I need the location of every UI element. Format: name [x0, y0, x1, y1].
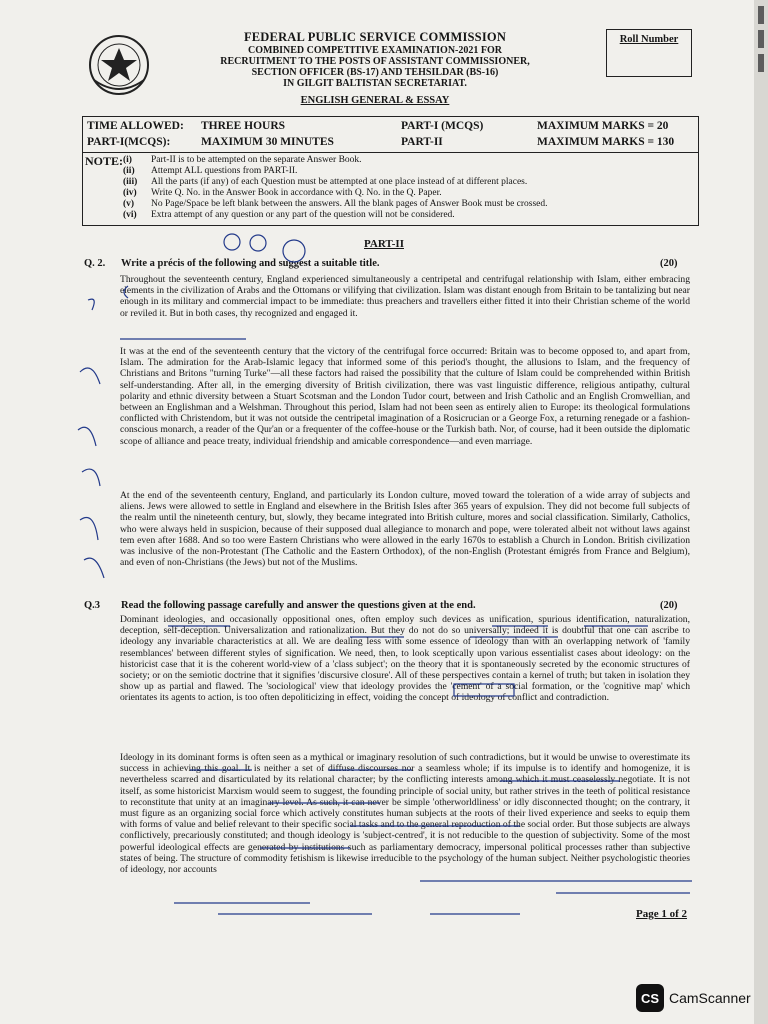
note-label: NOTE: — [85, 154, 124, 168]
header-line-1: COMBINED COMPETITIVE EXAMINATION-2021 FOR — [248, 45, 502, 56]
header-line-3: SECTION OFFICER (BS-17) AND TEHSILDAR (BS-16) — [251, 67, 499, 78]
q2-number: Q. 2. — [84, 258, 106, 269]
q2-marks: (20) — [660, 258, 678, 269]
q3-number: Q.3 — [84, 600, 101, 611]
fpsc-emblem-icon — [88, 34, 150, 96]
q3-paragraph-1: Dominant ideologies, and occasionally oppositional ones, often employ such devices as unification, spurious identification, naturalization, deception, self-deception. Universalization and rationalization. But they do not do so universally; indeed it is doubtful that one can ascribe to ideology any invariable characteristics at all. We are dealing less with some essence of ideology than with an overlapping network of 'family resemblances' between different styles of signification. We need, then, to look sceptically upon various essentialist cases about ideology: on the historicist case that it is the coherent world-view of a 'class subject'; on the theory that it is spontaneously secreted by the economic structures of society; or on the semiotic doctrine that it signifies 'discursive closure'. All of these perspectives contain a kernel of truth; but taken in isolation they show up as partial and flawed. The 'sociological' view that ideology provides the 'cement' of a social formation, or the 'cognitive map' which orientates its agents to action, is too often depoliticizing in effect, voiding the concept of ideology of conflict and contradiction. — [120, 614, 690, 704]
margin-mark — [88, 299, 94, 310]
note-item: (v) No Page/Space be left blank between the answers. All the blank pages of Answer Book must be crossed. — [123, 199, 548, 209]
roll-number-box — [606, 29, 692, 77]
margin-mark — [82, 469, 100, 486]
commission-title: FEDERAL PUBLIC SERVICE COMMISSION — [243, 30, 507, 44]
part1-time-value: MAXIMUM 30 MINUTES — [201, 136, 334, 148]
note-item: (i) Part-II is to be attempted on the separate Answer Book. — [123, 155, 362, 165]
part1-marks: MAXIMUM MARKS = 20 — [537, 120, 669, 132]
q2-paragraph-2: It was at the end of the seventeenth century that the victory of the centrifugal force occurred: Britain was to become opposed to, and apart from, Islam. The admiration for the Arab-Islamic legacy that informed some of this period's thought, the allusions to Islam, and the frequency of Christians and Britons "turning Turke"—all these factors had raised the possibility that the culture of Islam could be comprehended within British self-understanding. After all, in the emerging diversity of British civilization, there was vast linguistic difference, religious antipathy, cultural polarity and ethnic diversity between a Stuart Scotsman and the London Tudor court, between and Irish Catholic and an English Cromwellian, and between an Englishman and a Welshman. Throughout this period, Islam had not been seen as entirely alien to Europe: its theological formulations conflicted with Christendom, but it was not outside the centripetal imagination of a Rosicrucian or a George Fox, a returning renegade or a fashion-conscious monarch, a reader of the Qur'an or a frequenter of the coffee-house or the Turkish bath. Nor, of course, had it been outside the diplomatic scope of alliance and peace treaty, individual friendship and amicable correspondence—and even marriage. — [120, 346, 690, 447]
page-number: Page 1 of 2 — [636, 908, 688, 920]
q3-marks: (20) — [660, 600, 678, 611]
camscanner-watermark — [636, 984, 751, 1012]
exam-header — [180, 30, 570, 106]
camscanner-label: CamScanner — [669, 990, 751, 1006]
note-item: (iii) All the parts (if any) of each Question must be attempted at one place instead of at different places. — [123, 177, 528, 187]
q2-paragraph-3: At the end of the seventeenth century, England, and particularly its London culture, moved toward the toleration of a wide array of subjects and aliens. Jews were allowed to settle in England and elsewhere in the British Isles after 365 years of expulsion. They did not become full subjects of the realm until the nineteenth century, but, slowly, they became integrated into British culture, mores and social classification. Similarly, Catholics, who were always held in suspicion, because of their supposed dual allegiance to monarch and pope, were tolerated albeit not without laws against tem even after 1688. And so too were Eastern Christians who were allowed in the early 1670s to establish a Church in London. British civilization was inclusive of the non-Protestant (The Catholic and the Eastern Orthodox), of the non-English (Protestant émigrés from France and Belgium), and even of non-Christians (the Jews) but not of the Muslims. — [120, 490, 690, 569]
part2-name: PART-II — [401, 136, 443, 148]
note-item: (ii) Attempt ALL questions from PART-II. — [123, 166, 298, 176]
margin-mark — [78, 427, 96, 446]
time-allowed-value: THREE HOURS — [201, 120, 286, 132]
notes-box — [82, 152, 699, 226]
time-allowed-label: TIME ALLOWED: — [87, 120, 184, 132]
q2-prompt: Write a précis of the following and suggest a suitable title. — [121, 258, 380, 269]
note-item: (iv) Write Q. No. in the Answer Book in accordance with Q. No. in the Q. Paper. — [123, 188, 442, 198]
part-ii-heading: PART-II — [364, 238, 404, 250]
camscanner-logo-icon: CS — [636, 984, 664, 1012]
header-line-4: IN GILGIT BALTISTAN SECRETARIAT. — [283, 78, 467, 89]
q3-paragraph-2: Ideology in its dominant forms is often seen as a mythical or imaginary resolution of such contradictions, but it would be unwise to overestimate its success in achieving this goal. It is neither a set of diffuse discourses nor a seamless whole; if its impulse is to identify and homogenize, it is nevertheless scarred and disarticulated by its relational character; by the conflicting interests among which it must ceaselessly negotiate. It is not itself, as some historicist Marxism would seem to suggest, the founding principle of social unity, but rather strives in the teeth of political resistance to reconstitute that unity at an imaginary level. As such, it can never be simple 'otherworldliness' or idly disconnected thought; on the contrary, it must figure as an organizing social force which actively constitutes human subjects at the roots of their lived experience and seeks to equip them with forms of value and belief relevant to their specific social tasks and to the general reproduction of the social order. But those subjects are always conflictively, precariously constituted; and though ideology is 'subject-centred', it is not reducible to the question of subjectivity. Some of the most powerful ideological effects are generated by institutions such as parliamentary democracy, impersonal political processes rather than subjective states of being. The structure of commodity fetishism is likewise irreducible to the psychology of the human subject. Neither psychologistic theories of ideology, nor accounts — [120, 752, 690, 876]
part1-name: PART-I (MCQS) — [401, 120, 484, 132]
subject-title: ENGLISH GENERAL & ESSAY — [300, 95, 450, 106]
q2-paragraph-1: Throughout the seventeenth century, England experienced simultaneously a centripetal and centrifugal relationship with Islam, either embracing elements in the civilization of Arabs and the Ottomans or vilifying that civilization. Islam was distant enough from Britain to be tantalizing but near enough in its military and commercial impact to be immediate: thus preachers and travellers either fitted it into their Christian scheme of the world or reviled it. But in both cases, thy recognized and engaged it. — [120, 274, 690, 319]
time-marks-box — [82, 116, 699, 153]
scan-edge — [754, 0, 768, 1024]
roll-number-label: Roll Number — [619, 34, 679, 45]
q3-prompt: Read the following passage carefully and answer the questions given at the end. — [121, 600, 476, 611]
margin-mark — [80, 518, 98, 541]
note-item: (vi) Extra attempt of any question or any part of the question will not be considered. — [123, 210, 455, 220]
part1-time-label: PART-I(MCQS): — [87, 136, 171, 148]
part2-marks: MAXIMUM MARKS = 130 — [537, 136, 675, 148]
header-line-2: RECRUITMENT TO THE POSTS OF ASSISTANT COMMISSIONER, — [220, 56, 530, 67]
margin-mark — [84, 558, 104, 578]
margin-mark — [80, 368, 100, 384]
